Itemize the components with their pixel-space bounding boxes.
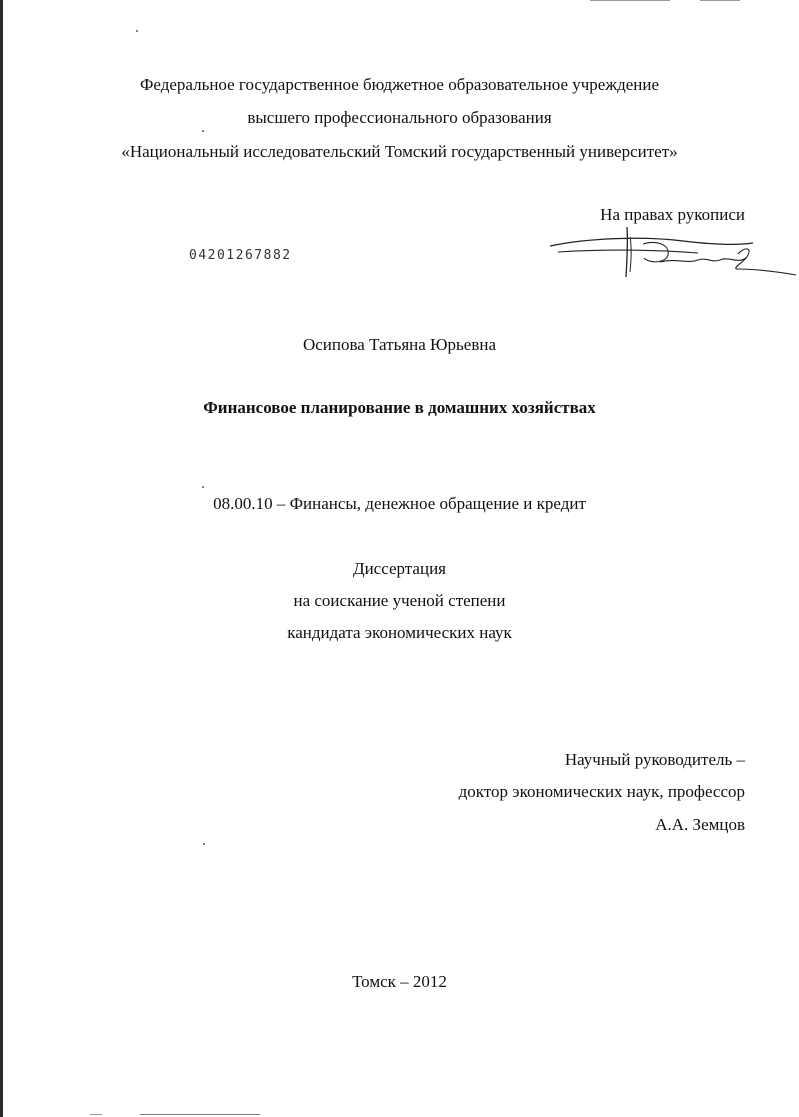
supervisor-name: А.А. Земцов [655,815,745,834]
degree-line-2: кандидата экономических наук [287,623,512,642]
barcode-number: 04201267882 [189,248,292,263]
city-year: Томск – 2012 [352,972,447,991]
signature-image [548,222,798,282]
scan-mark [590,0,670,1]
dissertation-title: Финансовое планирование в домашних хозяйствах [203,398,596,417]
rights-label: На правах рукописи [600,205,745,224]
author-name: Осипова Татьяна Юрьевна [302,335,497,354]
degree-line-1: на соискание ученой степени [293,591,506,610]
supervisor-degree: доктор экономических наук, профессор [458,782,745,801]
scan-mark [90,1114,102,1115]
scan-speck [136,30,138,32]
scan-mark [140,1114,260,1115]
specialty-code: 08.00.10 – Финансы, денежное обращение и кредит [213,494,586,513]
institution-line-2: высшего профессионального образования [247,108,552,127]
scan-mark [700,0,740,1]
institution-line-1: Федеральное государственное бюджетное образовательное учреждение [139,75,660,94]
institution-line-3: «Национальный исследовательский Томский государственный университет» [121,142,678,161]
supervisor-label: Научный руководитель – [564,750,745,769]
scan-speck [202,130,204,132]
scan-speck [203,843,205,845]
work-type: Диссертация [352,559,446,578]
scan-speck [202,486,204,488]
